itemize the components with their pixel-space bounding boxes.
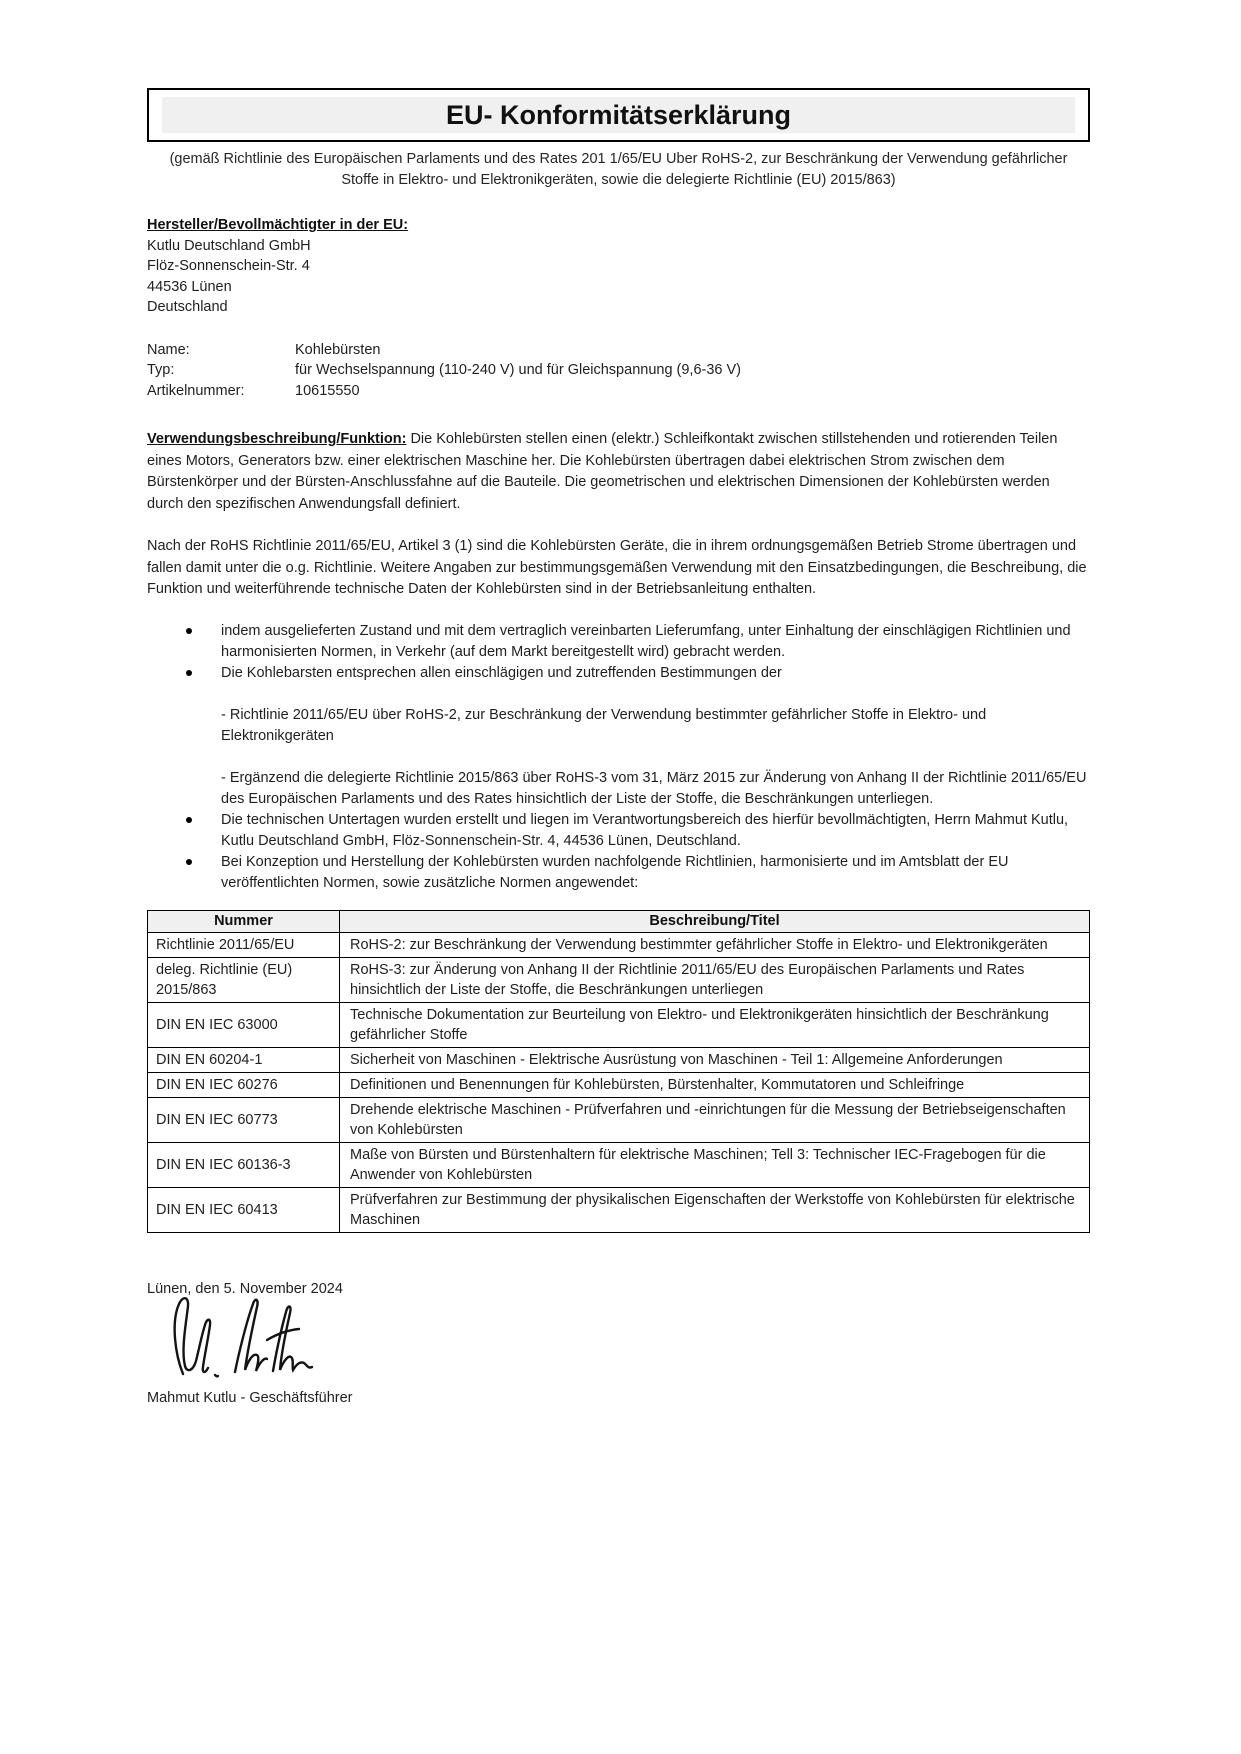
usage-text: Die Kohlebürsten stellen einen (elektr.) Schleifkontakt zwischen stillstehenden und rotierenden Teilen eines Motors, Generators bzw. einer elektrischen Maschine her. Die Kohlebürsten übertragen dabei elektrischen Strom zwischen dem Bürstenkörper und der Bürsten-Anschlussfahne auf die Bauteile. Die geometrischen und elektrischen Dimensionen der Kohlebürsten werden durch den spezifischen Anwendungsfall definiert.	[147, 431, 1058, 512]
address-line: Deutschland	[147, 299, 228, 315]
cell-nummer: DIN EN IEC 60276	[148, 1072, 340, 1097]
header-beschreibung: Beschreibung/Titel	[340, 910, 1090, 932]
address-line: Kutlu Deutschland GmbH	[147, 237, 311, 254]
table-row	[148, 1097, 1090, 1142]
address-line: Flöz-Sonnenschein-Str. 4	[147, 258, 310, 274]
bullet-item	[221, 621, 1090, 663]
bullet-text: Die technischen Untertagen wurden erstellt und liegen im Verantwortungsbereich des hierfür bevollmächtigten, Herrn Mahmut Kutlu, Kutlu Deutschland GmbH, Flöz-Sonnenschein-Str. 4, 44536 Lünen, Deutschland.	[221, 811, 1069, 849]
norms-header-row	[148, 910, 1090, 932]
product-value: Kohlebürsten	[295, 341, 381, 358]
cell-nummer: Richtlinie 2011/65/EU	[148, 932, 340, 957]
bullet-text: indem ausgelieferten Zustand und mit dem vertraglich vereinbarten Lieferumfang, unter Einhaltung der einschlägigen Richtlinien und harmonisierten Normen, in Verkehr (auf dem Markt bereitgestellt wird) gebracht werden.	[221, 622, 1071, 660]
usage-heading: Verwendungsbeschreibung/Funktion:	[147, 431, 407, 447]
cell-nummer: DIN EN 60204-1	[148, 1047, 340, 1072]
handwritten-signature	[169, 1292, 329, 1384]
table-row	[148, 932, 1090, 957]
product-label: Typ:	[147, 362, 175, 378]
bullet-item	[221, 663, 1090, 810]
norms-table-head	[148, 910, 1090, 932]
product-info	[147, 340, 1090, 402]
bullet-list	[147, 621, 1090, 894]
cell-beschreibung: Technische Dokumentation zur Beurteilung von Elektro- und Elektronikgeräten hinsichtlich der Beschränkung gefährlicher Stoffe	[340, 1002, 1090, 1047]
cell-nummer: DIN EN IEC 60136-3	[148, 1142, 340, 1187]
bullet-sub-item: - Ergänzend die delegierte Richtlinie 2015/863 über RoHS-3 vom 31, März 2015 zur Änderung von Anhang II der Richtlinie 2011/65/EU des Europäischen Parlaments und des Rates hinsichtlich der Liste der Stoffe, die Beschränkungen unterliegen.	[221, 769, 1087, 807]
subtitle	[147, 149, 1090, 191]
table-row	[148, 1072, 1090, 1097]
norms-table-body	[148, 932, 1090, 1232]
manufacturer-heading: Hersteller/Bevollmächtigter in der EU:	[147, 217, 409, 233]
cell-nummer: DIN EN IEC 63000	[148, 1002, 340, 1047]
usage-paragraph	[147, 429, 1090, 515]
table-row	[148, 1047, 1090, 1072]
product-label: Artikelnummer:	[147, 382, 245, 399]
signature-section	[147, 1279, 1090, 1408]
product-row	[147, 340, 1090, 361]
address-line: 44536 Lünen	[147, 278, 232, 295]
table-row	[148, 1187, 1090, 1232]
cell-beschreibung: Prüfverfahren zur Bestimmung der physikalischen Eigenschaften der Werkstoffe von Kohlebürsten für elektrische Maschinen	[340, 1187, 1090, 1232]
header-nummer: Nummer	[148, 910, 340, 932]
manufacturer-address	[147, 236, 1090, 318]
title-box	[147, 88, 1090, 142]
bullet-item	[221, 852, 1090, 894]
cell-nummer: DIN EN IEC 60413	[148, 1187, 340, 1232]
signatory-name: Mahmut Kutlu - Geschäftsführer	[147, 1389, 353, 1406]
cell-beschreibung: RoHS-2: zur Beschränkung der Verwendung bestimmter gefährlicher Stoffe in Elektro- und Elektronikgeräten	[340, 932, 1090, 957]
subtitle-line-2: Stoffe in Elektro- und Elektronikgeräten, sowie die delegierte Richtlinie (EU) 2015/863)	[341, 172, 896, 188]
cell-nummer: DIN EN IEC 60773	[148, 1097, 340, 1142]
bullet-item	[221, 810, 1090, 852]
cell-beschreibung: Drehende elektrische Maschinen - Prüfverfahren und -einrichtungen für die Messung der Betriebseigenschaften von Kohlebürsten	[340, 1097, 1090, 1142]
subtitle-line-1: (gemäß Richtlinie des Europäischen Parlaments und des Rates 201 1/65/EU Uber RoHS-2, zur Beschränkung der Verwendung gefährlicher	[169, 151, 1068, 167]
product-value: für Wechselspannung (110-240 V) und für Gleichspannung (9,6-36 V)	[295, 362, 742, 378]
product-value: 10615550	[295, 382, 360, 399]
cell-beschreibung: Maße von Bürsten und Bürstenhaltern für elektrische Maschinen; Tell 3: Technischer IEC-Fragebogen für die Anwender von Kohlebürsten	[340, 1142, 1090, 1187]
product-row	[147, 360, 1090, 381]
product-label: Name:	[147, 341, 190, 358]
cell-beschreibung: Sicherheit von Maschinen - Elektrische Ausrüstung von Maschinen - Teil 1: Allgemeine Anforderungen	[340, 1047, 1090, 1072]
manufacturer-section	[147, 215, 1090, 318]
cell-nummer: deleg. Richtlinie (EU) 2015/863	[148, 957, 340, 1002]
rohs-paragraph: Nach der RoHS Richtlinie 2011/65/EU, Artikel 3 (1) sind die Kohlebürsten Geräte, die in ihrem ordnungsgemäßen Betrieb Strome übertragen und fallen damit unter die o.g. Richtlinie. Weitere Angaben zur bestimmungsgemäßen Verwendung mit den Einsatzbedingungen, die Beschreibung, die Funktion und weiterführende technische Daten der Kohlebürsten sind in der Betriebsanleitung enthalten.	[147, 538, 1087, 597]
bullet-sub-item: - Richtlinie 2011/65/EU über RoHS-2, zur Beschränkung der Verwendung bestimmter gefährlicher Stoffe in Elektro- und Elektronikgeräten	[221, 706, 987, 744]
bullet-text: Die Kohlebarsten entsprechen allen einschlägigen und zutreffenden Bestimmungen der	[221, 664, 782, 681]
cell-beschreibung: Definitionen und Benennungen für Kohlebürsten, Bürstenhalter, Kommutatoren und Schleifringe	[340, 1072, 1090, 1097]
page-title: EU- Konformitätserklärung	[162, 97, 1075, 133]
table-row	[148, 1002, 1090, 1047]
place-date: Lünen, den 5. November 2024	[147, 1280, 343, 1297]
bullet-text: Bei Konzeption und Herstellung der Kohlebürsten wurden nachfolgende Richtlinien, harmonisierte und im Amtsblatt der EU veröffentlichten Normen, sowie zusätzliche Normen angewendet:	[221, 853, 1009, 891]
cell-beschreibung: RoHS-3: zur Änderung von Anhang II der Richtlinie 2011/65/EU des Europäischen Parlaments und Rates hinsichtlich der Liste der Stoffe, die Beschränkungen unterliegen	[340, 957, 1090, 1002]
norms-table	[147, 910, 1090, 1233]
product-row	[147, 381, 1090, 402]
table-row	[148, 1142, 1090, 1187]
table-row	[148, 957, 1090, 1002]
